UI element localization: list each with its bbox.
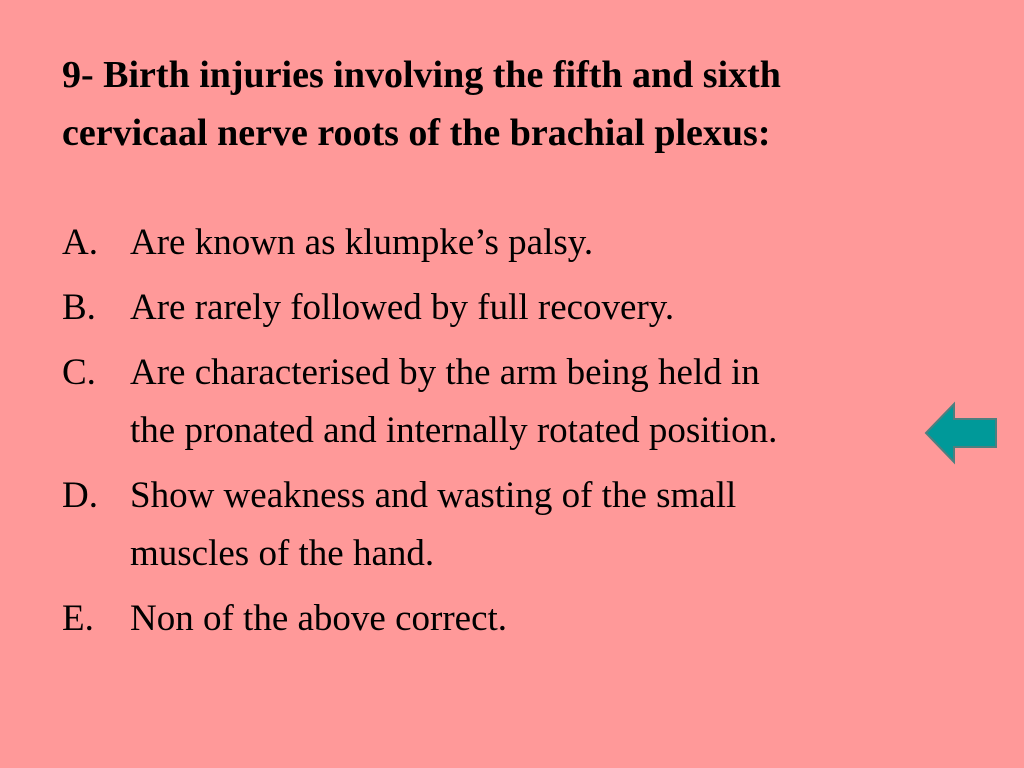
option-line: Are rarely followed by full recovery. [130, 287, 675, 328]
option-c [62, 344, 962, 460]
option-text [130, 590, 507, 648]
option-line: the pronated and internally rotated position. [130, 410, 778, 451]
option-text [130, 214, 593, 272]
option-letter: B. [62, 287, 96, 328]
option-d [62, 467, 962, 583]
left-arrow-icon [922, 400, 1000, 466]
option-a [62, 214, 962, 272]
option-line: muscles of the hand. [130, 533, 435, 574]
option-letter: D. [62, 475, 98, 516]
option-text [130, 344, 777, 460]
question-line-1: 9- Birth injuries involving the fifth and sixth [62, 54, 781, 96]
option-letter: E. [62, 598, 94, 639]
option-letter: C. [62, 352, 96, 393]
option-b [62, 279, 962, 337]
question-line-2: cervicaal nerve roots of the brachial plexus: [62, 112, 771, 154]
option-text [130, 467, 736, 583]
option-line: Show weakness and wasting of the small [130, 475, 737, 516]
option-line: Are characterised by the arm being held in [130, 352, 760, 393]
option-e [62, 590, 962, 648]
question-text [62, 46, 982, 162]
option-text [130, 279, 674, 337]
option-line: Are known as klumpke’s palsy. [130, 222, 594, 263]
option-line: Non of the above correct. [130, 598, 508, 639]
answer-options [62, 214, 962, 655]
option-letter: A. [62, 222, 98, 263]
